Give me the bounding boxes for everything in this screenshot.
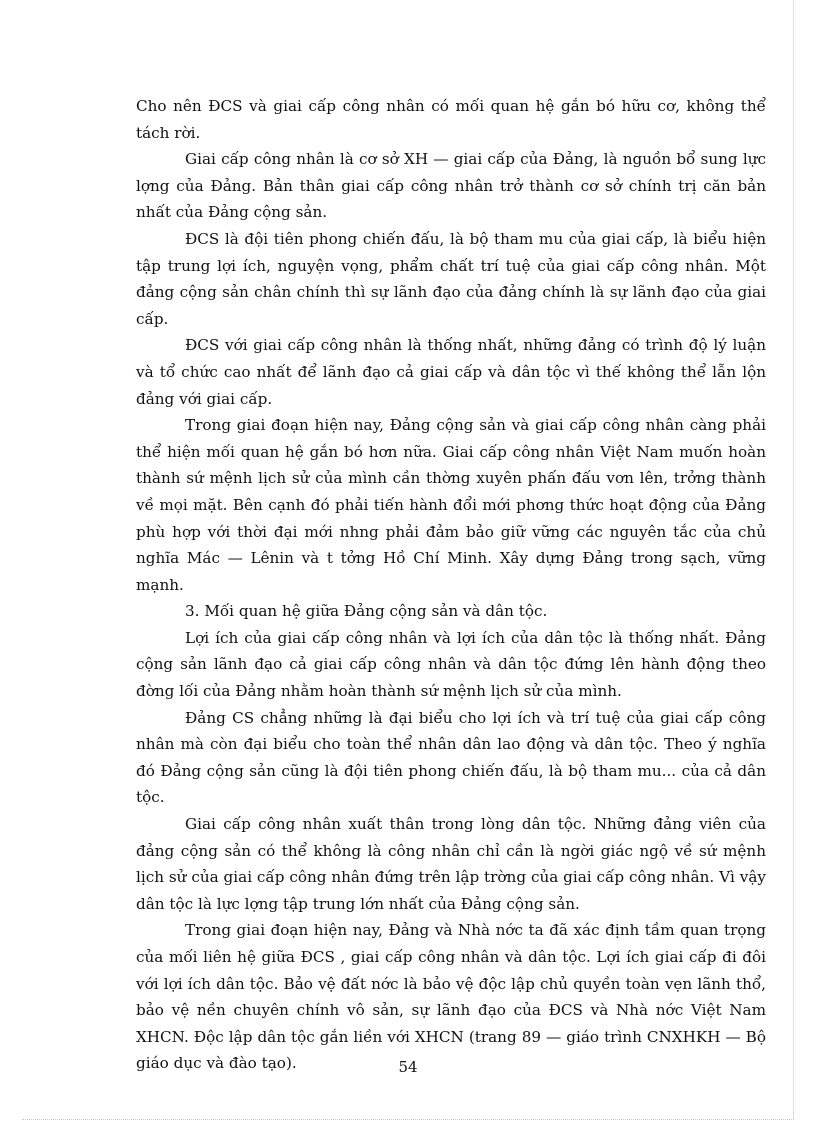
paragraph-state-policy: Trong giai đoạn hiện nay, Đảng và Nhà nớc ta đã xác định tầm quan trọng của mối liên hệ giữa ĐCS , giai cấp công nhân và dân tộc. Lợi ích giai cấp đi đôi với lợi ích dân tộc. Bảo vệ đất nớc là bảo vệ độc lập chủ quyền toàn vẹn lãnh thổ, bảo vệ nền chuyên chính vô sản, sự lãnh đạo của ĐCS và Nhà nớc Việt Nam XHCN. Độc lập dân tộc gắn liền với XHCN (trang 89 — giáo trình CNXHKH — Bộ giáo dục và đào tạo). <box>136 921 766 1073</box>
paragraph-representative: Đảng CS chẳng những là đại biểu cho lợi ích và trí tuệ của giai cấp công nhân mà còn đại biểu cho toàn thể nhân dân lao động và dân tộc. Theo ý nghĩa đó Đảng cộng sản cũng là đội tiên phong chiến đấu, là bộ tham mu... của cả dân tộc. <box>136 708 766 807</box>
paragraph-current-period: Trong giai đoạn hiện nay, Đảng cộng sản và giai cấp công nhân càng phải thể hiện mối quan hệ gắn bó hơn nữa. Giai cấp công nhân Việt Nam muốn hoàn thành sứ mệnh lịch sử của mình cần thờng xuyên phấn đấu vơn lên, trởng thành về mọi mặt. Bên cạnh đó phải tiến hành đổi mới phơng thức hoạt động của Đảng phù hợp với thời đại mới nhng phải đảm bảo giữ vững các nguyên tắc của chủ nghĩa Mác — Lênin và t tởng Hồ Chí Minh. Xây dựng Đảng trong sạch, vững mạnh. <box>136 416 766 594</box>
paragraph-intro: Cho nên ĐCS và giai cấp công nhân có mối quan hệ gắn bó hữu cơ, không thể tách rời. <box>136 97 766 142</box>
page-body <box>136 93 766 1077</box>
page-bottom-border <box>22 1119 794 1120</box>
paragraph-unity: ĐCS với giai cấp công nhân là thống nhất, những đảng có trình độ lý luận và tổ chức cao nhất để lãnh đạo cả giai cấp và dân tộc vì thế không thể lẫn lộn đảng với giai cấp. <box>136 336 766 408</box>
paragraph-origin: Giai cấp công nhân xuất thân trong lòng dân tộc. Những đảng viên của đảng cộng sản có thể không là công nhân chỉ cần là ngời giác ngộ về sứ mệnh lịch sử của giai cấp công nhân đứng trên lập trờng của giai cấp công nhân. Vì vậy dân tộc là lực lợng tập trung lớn nhất của Đảng cộng sản. <box>136 815 766 913</box>
paragraph-working-class-base: Giai cấp công nhân là cơ sở XH — giai cấp của Đảng, là nguồn bổ sung lực lợng của Đảng. Bản thân giai cấp công nhân trở thành cơ sở chính trị căn bản nhất của Đảng cộng sản. <box>136 150 766 222</box>
paragraph-interests: Lợi ích của giai cấp công nhân và lợi ích của dân tộc là thống nhất. Đảng cộng sản lãnh đạo cả giai cấp công nhân và dân tộc đứng lên hành động theo đờng lối của Đảng nhằm hoàn thành sứ mệnh lịch sử của mình. <box>136 628 766 701</box>
section-heading: 3. Mối quan hệ giữa Đảng cộng sản và dân tộc. <box>185 602 548 621</box>
page-right-border <box>793 0 794 1119</box>
paragraph-vanguard: ĐCS là đội tiên phong chiến đấu, là bộ tham mu của giai cấp, là biểu hiện tập trung lợi ích, nguyện vọng, phẩm chất trí tuệ của giai cấp công nhân. Một đảng cộng sản chân chính thì sự lãnh đạo của đảng chính là sự lãnh đạo của giai cấp. <box>136 229 766 328</box>
page-number: 54 <box>398 1058 418 1076</box>
